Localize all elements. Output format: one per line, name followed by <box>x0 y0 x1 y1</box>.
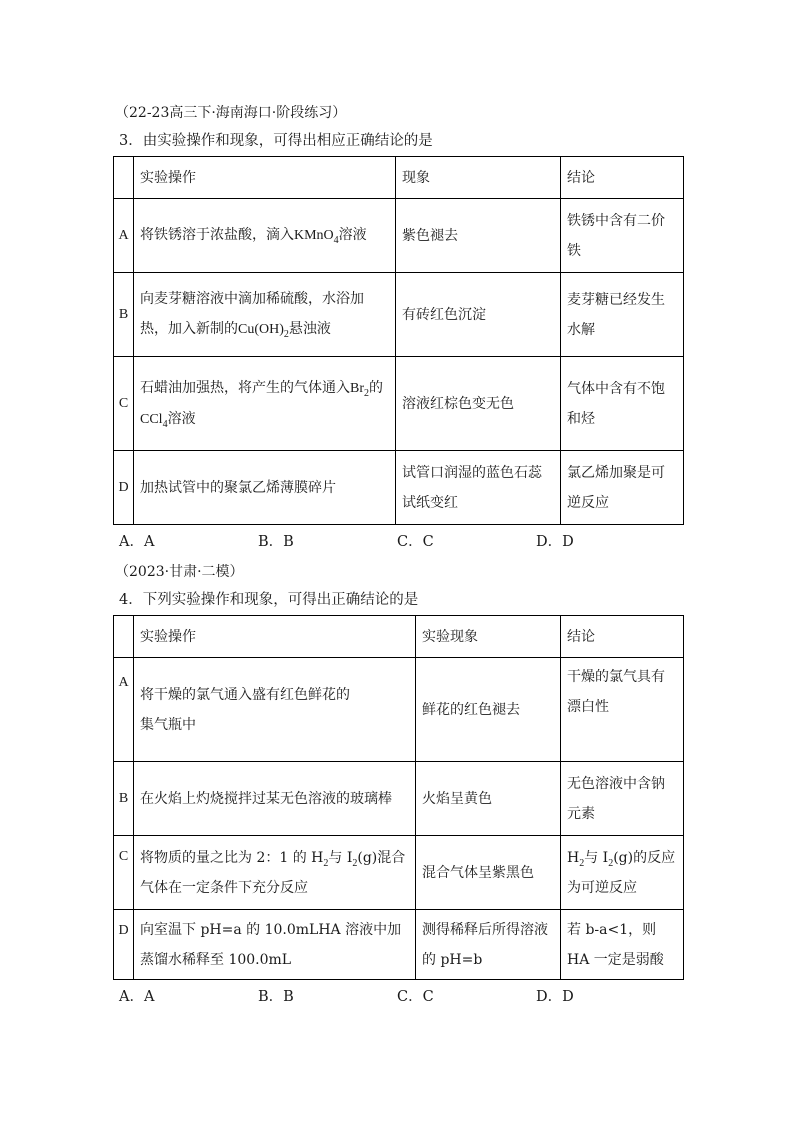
q3-row-a <box>114 199 684 273</box>
q3-table <box>113 156 684 525</box>
q3-header-conclusion: 结论 <box>561 157 684 199</box>
q3-c-phenomenon: 溶液红棕色变无色 <box>396 357 561 451</box>
row-label: B <box>114 273 134 357</box>
q4-b-conclusion: 无色溶液中含钠元素 <box>561 762 684 836</box>
q3-option-b[interactable]: B．B <box>258 534 294 550</box>
q3-row-c <box>114 357 684 451</box>
q3-header-operation: 实验操作 <box>134 157 396 199</box>
q3-d-conclusion: 氯乙烯加聚是可逆反应 <box>561 451 684 525</box>
q4-d-phenomenon: 测得稀释后所得溶液的 pH=b <box>416 910 561 980</box>
q3-c-conclusion: 气体中含有不饱和烃 <box>561 357 684 451</box>
q4-row-d <box>114 910 684 980</box>
q3-d-operation: 加热试管中的聚氯乙烯薄膜碎片 <box>134 451 396 525</box>
q3-header-label <box>114 157 134 199</box>
q3-options <box>113 525 683 559</box>
q3-c-operation: 石蜡油加强热，将产生的气体通入$Br_2$的 CCl$_4$溶液 <box>134 357 396 451</box>
q4-header-operation: 实验操作 <box>134 616 416 658</box>
q4-d-operation: 向室温下 pH=a 的 10.0mLHA 溶液中加蒸馏水稀释至 100.0mL <box>134 910 416 980</box>
q4-a-conclusion: 干燥的氯气具有漂白性 <box>561 658 684 762</box>
q4-b-phenomenon: 火焰呈黄色 <box>416 762 561 836</box>
q3-b-operation: 向麦芽糖溶液中滴加稀硫酸，水浴加热，加入新制的$Cu(OH)_2$悬浊液 <box>134 273 396 357</box>
q4-a-operation: 将干燥的氯气通入盛有红色鲜花的集气瓶中 <box>134 658 416 762</box>
q4-row-b <box>114 762 684 836</box>
q3-a-operation: 将铁锈溶于浓盐酸，滴入KMnO$_4$溶液 <box>134 199 396 273</box>
q3-b-conclusion: 麦芽糖已经发生水解 <box>561 273 684 357</box>
q3-row-b <box>114 273 684 357</box>
q4-option-d[interactable]: D．D <box>536 989 574 1005</box>
q4-c-conclusion: $H_2$与 $I_2(g)$的反应为可逆反应 <box>561 836 684 910</box>
q3-option-a[interactable]: A．A <box>119 534 155 550</box>
q3-stem: 3．由实验操作和现象，可得出相应正确结论的是 <box>119 133 433 149</box>
q4-header-row <box>114 616 684 658</box>
q4-stem: 4．下列实验操作和现象，可得出正确结论的是 <box>119 592 419 608</box>
q3-source: （22-23高三下·海南海口·阶段练习） <box>115 105 347 121</box>
q3-a-phenomenon: 紫色褪去 <box>396 199 561 273</box>
q3-header-row <box>114 157 684 199</box>
q3-option-d[interactable]: D．D <box>536 534 574 550</box>
q3-b-phenomenon: 有砖红色沉淀 <box>396 273 561 357</box>
row-label: D <box>114 910 134 980</box>
q3-header-phenomenon: 现象 <box>396 157 561 199</box>
q3-a-conclusion: 铁锈中含有二价铁 <box>561 199 684 273</box>
q3-d-phenomenon: 试管口润湿的蓝色石蕊试纸变红 <box>396 451 561 525</box>
q4-source: （2023·甘肃·二模） <box>115 564 244 580</box>
q4-option-c[interactable]: C．C <box>397 989 434 1005</box>
document-page <box>113 100 683 1014</box>
q4-option-a[interactable]: A．A <box>119 989 155 1005</box>
q4-header-phenomenon: 实验现象 <box>416 616 561 658</box>
row-label: C <box>114 836 134 910</box>
row-label: D <box>114 451 134 525</box>
q4-a-phenomenon: 鲜花的红色褪去 <box>416 658 561 762</box>
q4-c-operation: 将物质的量之比为 2：1 的 $H_2$与 $I_2(g)$混合气体在一定条件下充分反应 <box>134 836 416 910</box>
row-label: B <box>114 762 134 836</box>
q4-header-conclusion: 结论 <box>561 616 684 658</box>
q4-d-conclusion: 若 b-a<1，则 HA 一定是弱酸 <box>561 910 684 980</box>
row-label: A <box>114 658 134 762</box>
q4-options <box>113 980 683 1014</box>
row-label: A <box>114 199 134 273</box>
q3-row-d <box>114 451 684 525</box>
q4-table <box>113 615 684 980</box>
row-label: C <box>114 357 134 451</box>
q4-row-a <box>114 658 684 762</box>
q4-b-operation: 在火焰上灼烧搅拌过某无色溶液的玻璃棒 <box>134 762 416 836</box>
q4-row-c <box>114 836 684 910</box>
q3-option-c[interactable]: C．C <box>397 534 434 550</box>
q4-header-label <box>114 616 134 658</box>
q4-c-phenomenon: 混合气体呈紫黑色 <box>416 836 561 910</box>
q4-option-b[interactable]: B．B <box>258 989 294 1005</box>
